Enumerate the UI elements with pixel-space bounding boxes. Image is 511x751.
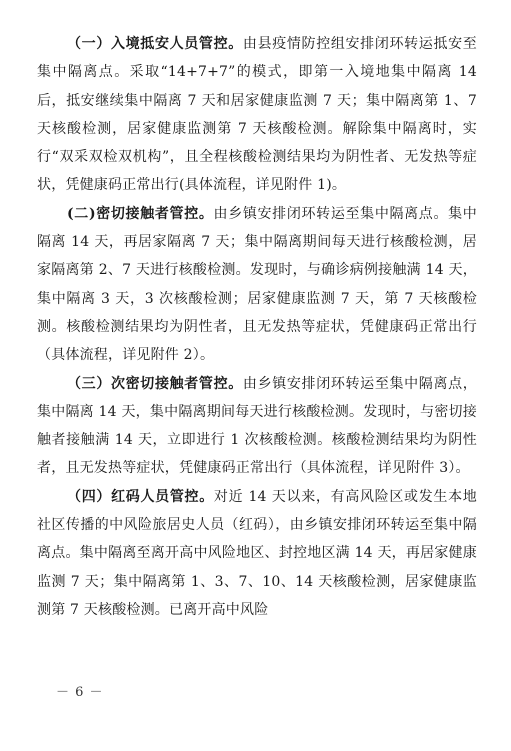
paragraph-text: 由乡镇安排闭环转运至集中隔离点，集中隔离 14 天，集中隔离期间每天进行核酸检测。发现时，与密切接触者接触满 14 天，立即进行 1 次核酸检测。核酸检测结果均为阴性者，且无发热等症状，凭健康码正常出行（具体流程，详见附件 3）。 [37,375,477,477]
paragraph-close-contacts [37,200,477,370]
paragraph-heading: （四）红码人员管控。 [67,488,214,505]
document-body [37,30,477,624]
paragraph-heading: （一）入境抵安人员管控。 [67,36,243,52]
paragraph-text: 由县疫情防控组安排闭环转运抵安至集中隔离点。采取“14+7+7”的模式，即第一入境地集中隔离 14 后，抵安继续集中隔离 7 天和居家健康监测 7 天；集中隔离第 1、7 天核酸检测，居家健康监测第 7 天核酸检测。解除集中隔离时，实行“双采双检双机构”，且全程核酸检测结果均为阴性者、无发热等症状，凭健康码正常出行(具体流程，详见附件 1)。 [37,36,477,194]
paragraph-text: 对近 14 天以来，有高风险区或发生本地社区传播的中风险旅居史人员（红码），由乡镇安排闭环转运至集中隔离点。集中隔离至离开高中风险地区、封控地区满 14 天，再居家健康监测 7 天；集中隔离第 1、3、7、10、14 天核酸检测，居家健康监测第 7 天核酸检测。已离开高中风险 [37,488,477,618]
paragraph-red-code [37,483,477,624]
paragraph-inbound-personnel [37,30,477,200]
paragraph-heading: (二)密切接触者管控。 [67,205,214,222]
paragraph-secondary-contacts [37,370,477,483]
paragraph-heading: （三）次密切接触者管控。 [67,375,243,392]
page-number: － 6 － [56,685,104,700]
paragraph-text: 由乡镇安排闭环转运至集中隔离点。集中隔离 14 天，再居家隔离 7 天；集中隔离期间每天进行核酸检测，居家隔离第 2、7 天进行核酸检测。发现时，与确诊病例接触满 14 天，集中隔离 3 天，3 次核酸检测；居家健康监测 7 天，第 7 天核酸检测。核酸检测结果均为阴性者，且无发热等症状，凭健康码正常出行（具体流程，详见附件 2）。 [37,205,477,364]
